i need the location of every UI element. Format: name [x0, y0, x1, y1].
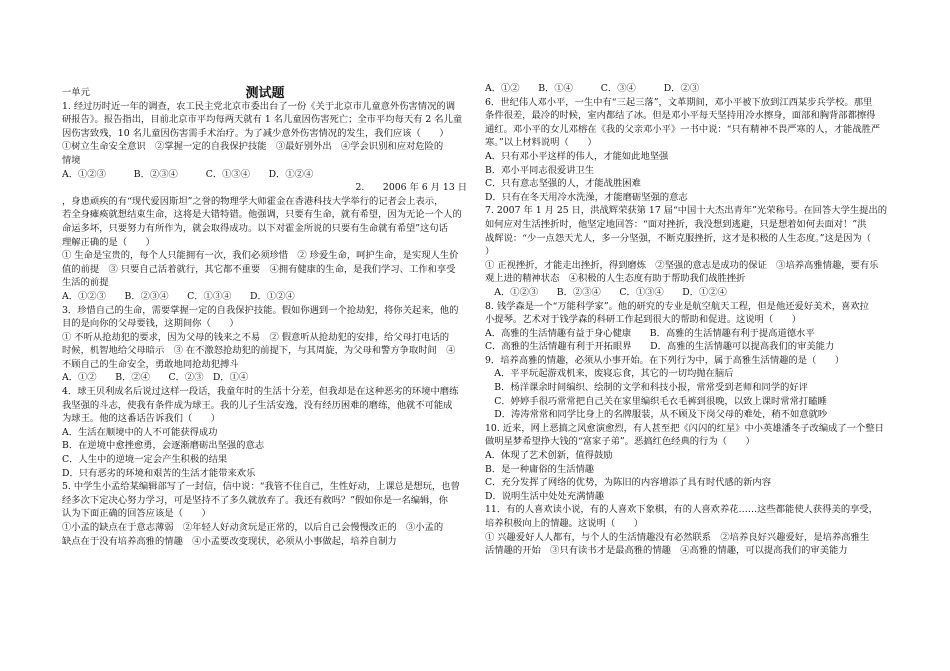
right-column [485, 82, 890, 558]
text-line: A．①②③ B．②③④ C．①③④ D．①②④ [62, 168, 314, 180]
text-line: 情境 [62, 154, 81, 166]
text-line: ① 兴趣爱好人人都有，与个人的生活情趣没有必然联系 ②培养良好兴趣爱好，是培养高雅生 [485, 531, 870, 543]
text-line: 如何应对生活挫折时，他坚定地回答：“面对挫折，我没想到逃避，只是想着如何去面对！”洪 [485, 218, 867, 230]
text-line: 做明星梦希望挣大钱的“富家子弟”。恶搞红色经典的行为（ ） [485, 436, 755, 448]
text-line: A．①② B．①④ C．③④ D．②③ [485, 83, 700, 94]
text-line: D．只有在冬天用冷水洗澡，才能磨砺坚强的意志 [485, 191, 688, 203]
text-line: 10. 近来，网上恶搞之风愈演愈烈，有人甚至把《闪闪的红星》中小英雄潘冬子改编成了一个整日 [485, 422, 884, 434]
text-line: C．婷婷手很巧常常把自己关在家里编织毛衣毛裤到很晚，以致上课时常常打瞌睡 [485, 395, 827, 407]
text-line: 8. 钱学森是一个“万能科学家”。他的研究的专业是航空航天工程，但是他还爱好美术，喜欢拉 [485, 300, 869, 312]
text-line: 6．世纪伟人邓小平，一生中有“三起三落”，文革期间，邓小平被下放到江西某步兵学校。那里 [485, 96, 873, 108]
text-line: 若全身瘫痪就想结束生命，这将是大错特错。他强调，只要有生命，就有希望，因为无论一个人的 [62, 209, 462, 221]
text-line: 活情趣的开始 ③只有读书才是最高雅的情趣 ④高雅的情趣，可以提高我们的审美能力 [485, 545, 848, 557]
text-line: 9．培养高雅的情趣，必须从小事开始。在下列行为中，属于高雅生活情趣的是（ ） [485, 354, 845, 366]
text-line: A．体现了艺术创新，值得鼓励 [485, 450, 613, 462]
text-line: 理解正确的是（ ） [62, 236, 155, 248]
text-line: 寒。”以上材料说明（ ） [485, 137, 597, 149]
text-line: 不顾自己的生命安全，勇敢地同抢劫犯搏斗 [62, 358, 239, 370]
text-line: ①小孟的缺点在于意志薄弱 ②年轻人好动贪玩是正常的，以后自己会慢慢改正的 ③小孟的 [62, 522, 444, 533]
text-line: ① 不听从抢劫犯的要求，因为父母的钱来之不易 ② 假意听从抢劫犯的安排，给父母打电话的 [62, 331, 450, 343]
text-line: 经多次下定决心努力学习，可是坚持不了多久就放弃了。我还有救吗？”假如你是一名编辑，你 [62, 494, 448, 506]
left-column [62, 86, 467, 548]
text-line: 条件很差，最冷的时候，室内都结了冰。但是邓小平每天坚持用冷水擦身，面部和胸背部都擦得 [485, 110, 876, 122]
text-line: A．①② B．②④ C．②③ D．①④ [62, 372, 249, 384]
text-line: B．邓小平同志很爱讲卫生 [485, 164, 595, 176]
text-line: 11．有的人喜欢读小说，有的人喜欢下象棋，有的人喜欢养花……这些都能使人获得美的享受， [485, 504, 879, 516]
text-line: 3．珍惜自己的生命，需要掌握一定的自我保护技能。假如你遇到一个抢劫犯，将你关起来，他的 [62, 304, 459, 316]
text-line: D．说明生活中处处充满情趣 [485, 490, 605, 502]
text-line: ） [485, 246, 495, 258]
text-line: 缺点在于没有培养高雅的情趣 ④小孟要改变现状，必须从小事做起，培养自制力 [62, 535, 397, 547]
text-line: 7. 2007 年 1 月 25 日，洪战辉荣获第 17 届“中国十大杰出青年”光荣称号。在回答大学生提出的 [485, 205, 888, 217]
text-line: C．充分发挥了网络的优势，为陈旧的内容增添了具有时代感的新内容 [485, 477, 772, 489]
text-line: C．人生中的逆境一定会产生积极的结果 [62, 454, 228, 466]
text-line: 4．球王贝利成名后说过这样一段话，我童年时的生活十分差，但我却是在这种恶劣的环境中磨练 [62, 386, 459, 398]
text-line: A．①②③ B．②③④ C．①③④ D．①②④ [62, 290, 295, 302]
text-line: A．①②③ B．②③④ C．①③④ D．①②④ [485, 286, 727, 298]
text-line: ① 生命是宝贵的，每个人只能拥有一次，我们必须珍惜 ② 珍爱生命，呵护生命，是实现人生价 [62, 250, 459, 262]
text-line: 因伤害致残，10 名儿童因伤害需手术治疗。为了减少意外伤害情况的发生，我们应该（ ） [62, 127, 449, 139]
text-line: 观上进的精神状态 ④积极的人生态度有助于帮助我们战胜挫折 [485, 273, 746, 285]
text-line: C．只有意志坚强的人，才能战胜困难 [485, 178, 641, 190]
text-line: 2. 2006 年 6 月 13 日 [355, 182, 467, 194]
text-line: 值的前提 ③ 只要自己活着就行，其它都不重要 ④拥有健康的生命，是我们学习、工作和享受 [62, 263, 456, 275]
text-line: 通红。邓小平的女儿邓榕在《我的父亲邓小平》一书中说：“只有精神不畏严寒的人，才能战胜严 [485, 123, 881, 135]
text-line: D．只有恶劣的环境和艰苦的生活才能带来欢乐 [62, 467, 256, 479]
text-line: 目的是向你的父母要钱，这期间你（ ） [62, 318, 239, 330]
text-line: 小提琴。艺术对于钱学森的科研工作起到很大的帮助和促进。这说明（ ） [485, 314, 802, 326]
text-line: 1. 经过历时近一年的调查，农工民主党北京市委出台了一份《关于北京市儿童意外伤害情况的调 [62, 100, 455, 112]
text-line: 为球王。他的这番话告诉我们（ ） [62, 413, 221, 425]
text-line: B．杨洋课余时间编织、绘制的文学和科技小报，常常受到老师和同学的好评 [485, 382, 808, 394]
text-line: 我坚强的斗志，使我有条件成为球王。我的儿子生活安逸，没有经历困难的磨练，他就不可能成 [62, 399, 453, 411]
text-line: ，身患顽疾的有“现代爱因斯坦”之誉的物理学大师霍金在香港科技大学举行的记者会上表示， [62, 195, 444, 207]
text-line: A．平平玩起游戏机来，废寝忘食，其它的一切均抛在脑后 [485, 368, 734, 380]
text-line: 培养积极向上的情趣。这说明（ ） [485, 518, 644, 529]
text-line: 研报告》。报告指出，目前北京市平均每两天就有 1 名儿童因伤害死亡；全市平均每天有 2 名儿童 [62, 114, 463, 126]
text-line: A．高雅的生活情趣有益于身心健康 B．高雅的生活情趣有利于提高道德水平 [485, 327, 815, 339]
text-line: A．只有邓小平这样的伟人，才能如此地坚强 [485, 150, 669, 162]
text-line: ① 正视挫折，才能走出挫折，得到磨炼 ②坚强的意志是成功的保证 ③培养高雅情趣，要有乐 [485, 259, 879, 271]
text-line: 战辉说：“少一点怨天尤人，多一分坚强，不断克服挫折，这才是积极的人生态度。”这是因为（ [485, 232, 872, 244]
text-line: 命运多坏，只要努力有所作为，就会取得成功。以下对霍金所说的只要有生命就有希望”这句话 [62, 222, 448, 234]
text-line: D．涛涛常常和同学比身上的名牌服装，从不顾及下岗父母的难处，稍不如意就吵 [485, 409, 828, 421]
text-line: A．生活在顺境中的人不可能获得成功 [62, 426, 218, 438]
text-line: 5. 中学生小孟给某编辑部写了一封信，信中说：“我管不住自己，生性好动，上课总是想玩，也曾 [62, 481, 460, 493]
text-line: 认为下面正确的回答应该是（ ） [62, 508, 211, 520]
text-line: 时候，机智地给父母暗示 ③ 在不激怒抢劫犯的前提下，与其周旋，为父母和警方争取时间 ④ [62, 345, 456, 357]
text-line: ①树立生命安全意识 ②掌握一定的自我保护技能 ③最好别外出 ④学会识别和应对危险的 [62, 141, 444, 153]
text-line: B．在逆境中愈挫愈勇，会逐渐磨砺出坚强的意志 [62, 440, 265, 452]
text-line: C．高雅的生活情趣有利于开拓眼界 D．高雅的生活情趣可以提高我们的审美能力 [485, 341, 835, 353]
text-line: 生活的前提 [62, 277, 109, 289]
text-line: 一单元 [62, 87, 90, 98]
page-title: 测试题 [245, 86, 285, 101]
text-line: B．是一种庸俗的生活情趣 [485, 463, 595, 475]
